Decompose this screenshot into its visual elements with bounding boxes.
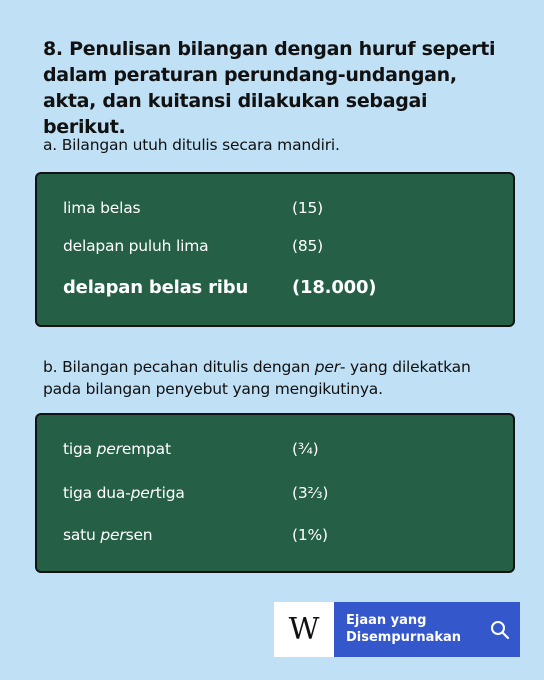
section-b-intro-end: - yang dilekatkan pada bilangan penyebut yang mengikutinya. bbox=[43, 358, 471, 398]
example-row-highlight bbox=[37, 274, 513, 302]
example-row bbox=[37, 437, 513, 461]
word-part: tiga bbox=[63, 440, 97, 458]
example-word: delapan belas ribu bbox=[63, 277, 249, 298]
word-part: satu bbox=[63, 526, 101, 544]
section-b-panel bbox=[35, 413, 515, 573]
word-italic-part: per bbox=[100, 526, 126, 544]
word-part: empat bbox=[121, 440, 171, 458]
footer-badge bbox=[274, 602, 520, 657]
example-word: lima belas bbox=[63, 199, 141, 217]
example-number: (¾) bbox=[292, 440, 319, 458]
section-b-intro-start: b. Bilangan pecahan ditulis dengan bbox=[43, 358, 315, 376]
example-word bbox=[63, 437, 171, 461]
page-heading: 8. Penulisan bilangan dengan huruf seperti dalam peraturan perundang-undangan, akta, dan kuitansi dilakukan sebagai berikut. bbox=[43, 38, 496, 138]
example-row bbox=[37, 196, 513, 220]
example-row bbox=[37, 523, 513, 547]
section-b-intro bbox=[43, 356, 513, 400]
word-part: tiga bbox=[155, 484, 185, 502]
example-word bbox=[63, 481, 185, 505]
word-italic-part: per bbox=[130, 484, 156, 502]
example-word bbox=[63, 523, 152, 547]
example-row bbox=[37, 234, 513, 258]
example-row bbox=[37, 481, 513, 505]
search-icon bbox=[490, 620, 510, 640]
example-number: (85) bbox=[292, 237, 324, 255]
section-a-panel bbox=[35, 172, 515, 327]
word-part: sen bbox=[125, 526, 153, 544]
example-number: (3⅔) bbox=[292, 484, 329, 502]
brand-line-1: Ejaan yang bbox=[346, 613, 427, 628]
example-number: (18.000) bbox=[292, 277, 377, 298]
section-b-intro-italic: per bbox=[314, 358, 340, 376]
example-word: delapan puluh lima bbox=[63, 237, 209, 255]
word-part: tiga dua- bbox=[63, 484, 131, 502]
example-number: (1%) bbox=[292, 526, 328, 544]
brand-label bbox=[334, 602, 520, 657]
word-italic-part: per bbox=[96, 440, 122, 458]
section-a-intro: a. Bilangan utuh ditulis secara mandiri. bbox=[43, 136, 340, 154]
brand-line-2: Disempurnakan bbox=[346, 630, 462, 645]
example-number: (15) bbox=[292, 199, 324, 217]
brand-text bbox=[346, 612, 476, 646]
wikipedia-logo: W bbox=[274, 602, 334, 657]
